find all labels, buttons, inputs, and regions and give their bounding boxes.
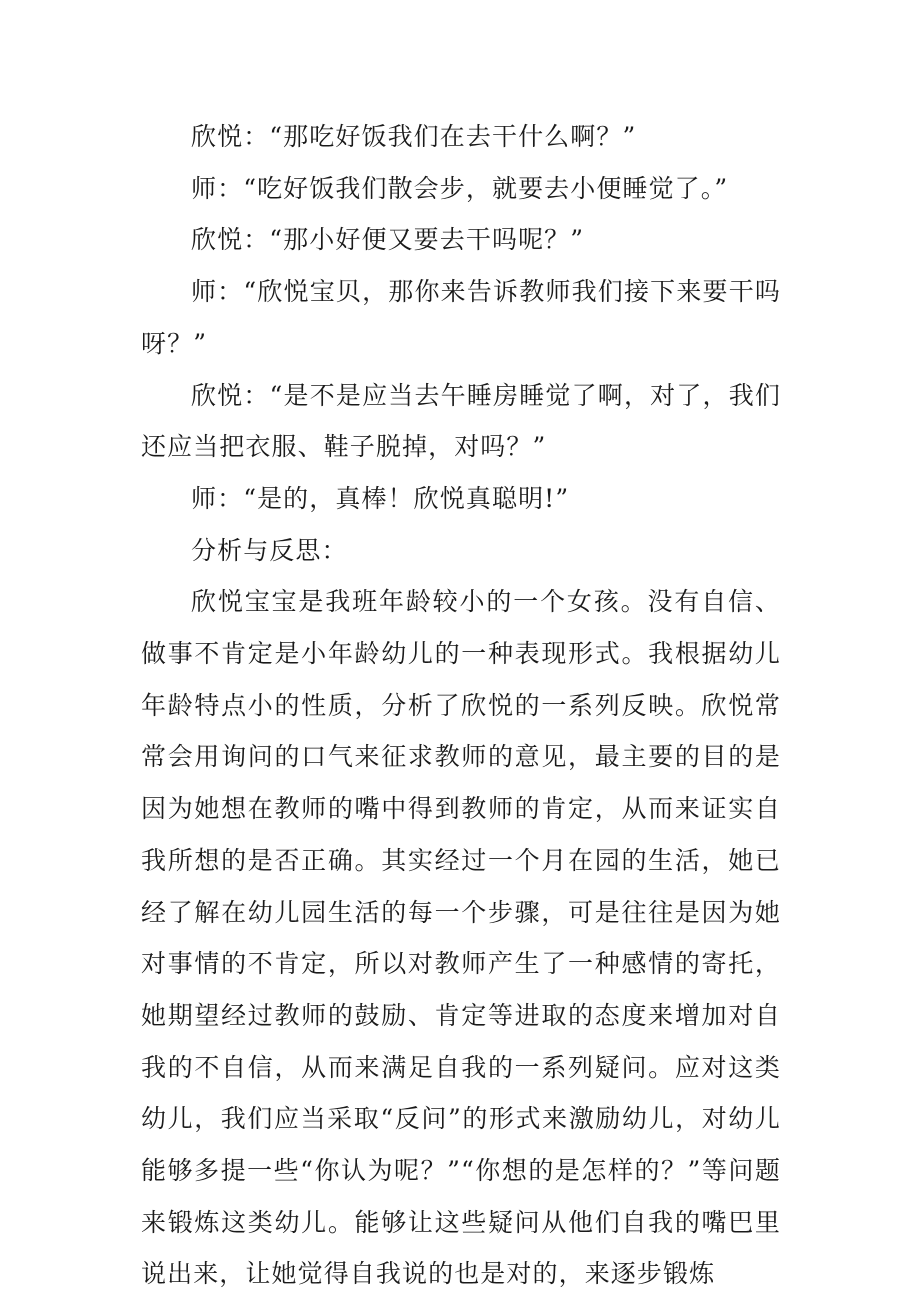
dialogue-line-2: 师：“吃好饭我们散会步，就要去小便睡觉了。” <box>191 173 729 203</box>
dialogue-line-3: 欣悦：“那小好便又要去干吗呢？” <box>191 225 585 255</box>
dialogue-line-6: 师：“是的，真棒！欣悦真聪明!” <box>191 483 570 513</box>
dialogue-line-5: 欣悦：“是不是应当去午睡房睡觉了啊，对了，我们还应当把衣服、鞋子脱掉，对吗？” <box>141 380 781 462</box>
section-heading-analysis: 分析与反思： <box>191 535 348 565</box>
dialogue-line-4: 师：“欣悦宝贝，那你来告诉教师我们接下来要干吗呀？” <box>141 277 781 358</box>
dialogue-line-1: 欣悦：“那吃好饭我们在去干什么啊？” <box>191 122 637 151</box>
document-body <box>141 111 781 1300</box>
analysis-paragraph: 欣悦宝宝是我班年龄较小的一个女孩。没有自信、做事不肯定是小年龄幼儿的一种表现形式。我根据幼儿年龄特点小的性质，分析了欣悦的一系列反映。欣悦常常会用询问的口气来征求教师的意见，最主要的目的是因为她想在教师的嘴中得到教师的肯定，从而来证实自我所想的是否正确。其实经过一个月在园的生活，她已经了解在幼儿园生活的每一个步骤，可是往往是因为她对事情的不肯定，所以对教师产生了一种感情的寄托，她期望经过教师的鼓励、肯定等进取的态度来增加对自我的不自信，从而来满足自我的一系列疑问。应对这类幼儿，我们应当采取“反问”的形式来激励幼儿，对幼儿能够多提一些“你认为呢？”“你想的是怎样的？”等问题来锻炼这类幼儿。能够让这些疑问从他们自我的嘴巴里说出来，让她觉得自我说的也是对的，来逐步锻炼 <box>141 587 781 1289</box>
